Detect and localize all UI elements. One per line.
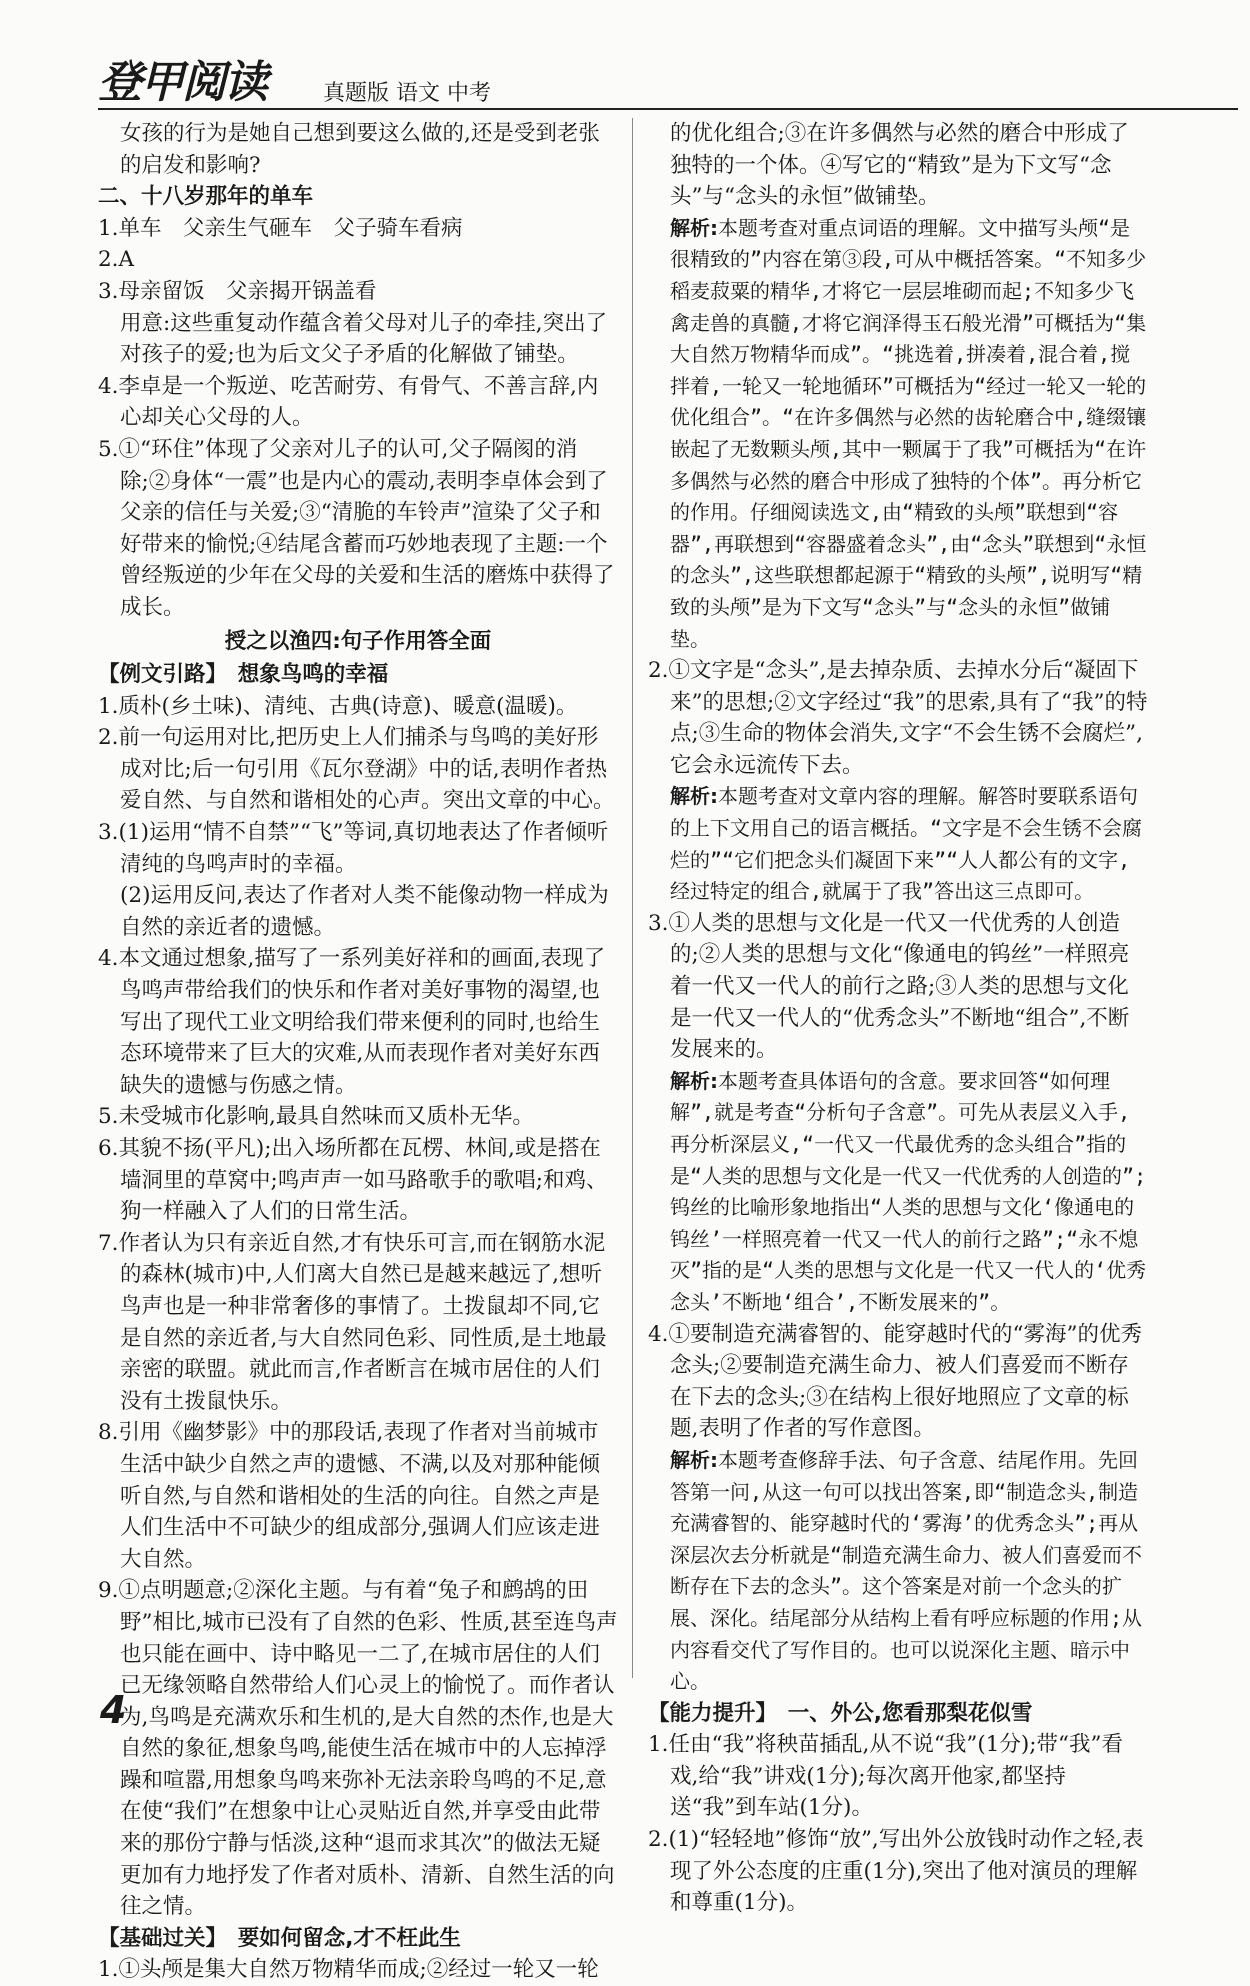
answer-item: 9.①点明题意;②深化主题。与有着“兔子和鹧鸪的田野”相比,城市已没有了自然的色彩、性质,甚至连鸟声也只能在画中、诗中略见一二了,在城市居住的人们已无缘领略自然带给人们心灵上的愉悦了。而作者认为,鸟鸣是充满欢乐和生机的,是大自然的杰作,也是大自然的象征,想象鸟鸣,能使生活在城市中的人忘掉浮躁和喧嚣,用想象鸟鸣来弥补无法亲聆鸟鸣的不足,意在使“我们”在想象中让心灵贴近自然,并享受由此带来的那份宁静与恬淡,这种“退而求其次”的做法无疑更加有力地抒发了作者对质朴、清新、自然生活的向往之情。 <box>98 1578 618 1920</box>
answer-item: 3.①人类的思想与文化是一代又一代优秀的人创造的;②人类的思想与文化“像通电的钨丝”一样照亮着一代又一代人的前行之路;③人类的思想与文化是一代又一代人的“优秀念头”不断地“组合”,不断发展来的。 <box>648 910 1130 1063</box>
section-title: 【例文引路】 想象鸟鸣的幸福 <box>98 662 389 688</box>
answer-item: 8.引用《幽梦影》中的那段话,表现了作者对当前城市生活中缺少自然之声的遗憾、不满,以及对那种能倾听自然,与自然和谐相处的生活的向往。自然之声是人们生活中不可缺少的组成部分,强调人们应该走进大自然。 <box>98 1420 600 1572</box>
paragraph: 女孩的行为是她自己想到要这么做的,还是受到老张的启发和影响? <box>120 121 600 178</box>
analysis-label: 解析: <box>670 1447 718 1472</box>
answer-item: 2.①文字是“念头”,是去掉杂质、去掉水分后“凝固下来”的思想;②文字经过“我”的思索,具有了“我”的特点;③生命的物体会消失,文字“不会生锈不会腐烂”,它会永远流传下去。 <box>648 658 1148 778</box>
analysis-label: 解析: <box>670 1068 718 1093</box>
answer-item: 1.①头颅是集大自然万物精华而成;②经过一轮又一轮 <box>98 1957 599 1983</box>
answer-detail: 的优化组合;③在许多偶然与必然的磨合中形成了独特的一个体。④写它的“精致”是为下文写“念头”与“念头的永恒”做铺垫。 <box>670 121 1129 210</box>
answer-item: 4.李卓是一个叛逆、吃苦耐劳、有骨气、不善言辞,内心却关心父母的人。 <box>98 373 599 431</box>
analysis <box>648 1066 1148 1319</box>
left-column <box>98 118 618 1986</box>
analysis-text: 本题考查对重点词语的理解。文中描写头颅“是很精致的”内容在第③段,可从中概括答案。“不知多少稻麦菽粟的精华,才将它一层层堆砌而起;不知多少飞禽走兽的真髓,才将它润泽得玉石般光滑”可概括为“集大自然万物精华而成”。“挑选着,拼凑着,混合着,搅拌着,一轮又一轮地循环”可概括为“经过一轮又一轮的优化组合”。“在许多偶然与必然的齿轮磨合中,缝缀镶嵌起了无数颗头颅,其中一颗属于了我”可概括为“在许多偶然与必然的磨合中形成了独特的个体”。再分析它的作用。仔细阅读选文,由“精致的头颅”联想到“容器”,再联想到“容器盛着念头”,由“念头”联想到“永恒的念头”,这些联想都起源于“精致的头颅”,说明写“精致的头颅”是为下文写“念头”与“念头的永恒”做铺垫。 <box>670 215 1147 651</box>
edition-tag: 真题版 语文 中考 <box>323 81 491 106</box>
analysis-label: 解析: <box>670 215 718 240</box>
answer-item: 1.质朴(乡土味)、清纯、古典(诗意)、暖意(温暖)。 <box>98 693 578 719</box>
book-logo: 登甲阅读 <box>98 57 266 108</box>
analysis-label: 解析: <box>670 784 718 809</box>
answer-item: 2.A <box>98 247 135 273</box>
analysis <box>648 1445 1148 1698</box>
analysis-text: 本题考查具体语句的含意。要求回答“如何理解”,就是考查“分析句子含意”。可先从表层义入手,再分析深层义,“一代又一代最优秀的念头组合”指的是“人类的思想与文化是一代又一代优秀的人创造的”;钨丝的比喻形象地指出“人类的思想与文化‘像通电的钨丝’一样照亮着一代又一代人的前行之路”;“永不熄灭”指的是“人类的思想与文化是一代又一代人的‘优秀念头’不断地‘组合’,不断发展来的”。 <box>670 1068 1147 1314</box>
answer-item: 3.(1)运用“情不自禁”“飞”等词,真切地表达了作者倾听清纯的鸟鸣声时的幸福。 <box>98 820 609 877</box>
page-number: 4 <box>100 1688 127 1732</box>
header-rule <box>98 108 1238 110</box>
answer-item: 3.母亲留饭 父亲揭开锅盖看 <box>98 278 377 304</box>
method-title: 授之以渔四:句子作用答全面 <box>224 628 492 654</box>
answer-item: 5.①“环住”体现了父亲对儿子的认可,父子隔阂的消除;②身体“一震”也是内心的震动,表明李卓体会到了父亲的信任与关爱;③“清脆的车铃声”渲染了父子和好带来的愉悦;④结尾含蓄而巧妙地表现了主题:一个曾经叛逆的少年在父母的关爱和生活的磨炼中获得了成长。 <box>98 436 615 620</box>
analysis-text: 本题考查修辞手法、句子含意、结尾作用。先回答第一问,从这一句可以找出答案,即“制造念头,制造充满睿智的、能穿越时代的‘雾海’的优秀念头”;再从深层次去分析就是“制造充满生命力、被人们喜爱而不断存在下去的念头”。这个答案是对前一个念头的扩展、深化。结尾部分从结构上看有呼应标题的作用;从内容看交代了写作目的。也可以说深化主题、暗示中心。 <box>670 1447 1143 1694</box>
analysis-text: 本题考查对文章内容的理解。解答时要联系语句的上下文用自己的语言概括。“文字是不会生锈不会腐烂的”“它们把念头们凝固下来”“人人都公有的文字,经过特定的组合,就属于了我”答出这三点即可。 <box>670 784 1143 904</box>
column-divider <box>632 118 633 1678</box>
answer-item: 6.其貌不扬(平凡);出入场所都在瓦楞、林间,或是搭在墙洞里的草窝中;鸣声声一如马路歌手的歌唱;和鸡、狗一样融入了人们的日常生活。 <box>98 1136 608 1225</box>
section-title: 二、十八岁那年的单车 <box>98 184 314 210</box>
answer-detail: (2)运用反问,表达了作者对人类不能像动物一样成为自然的亲近者的遗憾。 <box>120 883 609 940</box>
answer-item: 1.单车 父亲生气砸车 父子骑车看病 <box>98 215 463 241</box>
answer-item: 2.(1)“轻轻地”修饰“放”,写出外公放钱时动作之轻,表现了外公态度的庄重(1分),突出了他对演员的理解和尊重(1分)。 <box>648 1827 1144 1916</box>
answer-item: 4.①要制造充满睿智的、能穿越时代的“雾海”的优秀念头;②要制造充满生命力、被人们喜爱而不断存在下去的念头;③在结构上很好地照应了文章的标题,表明了作者的写作意图。 <box>648 1321 1142 1442</box>
answer-item: 2.前一句运用对比,把历史上人们捕杀与鸟鸣的美好形成对比;后一句引用《瓦尔登湖》中的话,表明作者热爱自然、与自然和谐相处的心声。突出文章的中心。 <box>98 725 615 814</box>
answer-item: 5.未受城市化影响,最具自然味而又质朴无华。 <box>98 1104 534 1130</box>
analysis <box>648 213 1148 655</box>
page-header <box>98 46 1238 108</box>
analysis <box>648 781 1148 907</box>
answer-item: 4.本文通过想象,描写了一系列美好祥和的画面,表现了鸟鸣声带给我们的快乐和作者对美好事物的渴望,也写出了现代工业文明给我们带来便利的同时,也给生态环境带来了巨大的灾难,从而表现作者对美好东西缺失的遗憾与伤感之情。 <box>98 946 606 1098</box>
answer-detail: 用意:这些重复动作蕴含着父母对儿子的牵挂,突出了对孩子的爱;也为后文父子矛盾的化解做了铺垫。 <box>120 310 608 368</box>
right-column <box>648 118 1148 1919</box>
answer-item: 1.任由“我”将秧苗插乱,从不说“我”(1分);带“我”看戏,给“我”讲戏(1分);每次离开他家,都坚持送“我”到车站(1分)。 <box>648 1732 1123 1821</box>
section-title: 【能力提升】 一、外公,您看那梨花似雪 <box>648 1700 1033 1726</box>
section-title: 【基础过关】 要如何留念,才不枉此生 <box>98 1925 461 1951</box>
answer-item: 7.作者认为只有亲近自然,才有快乐可言,而在钢筋水泥的森林(城市)中,人们离大自然已是越来越远了,想听鸟声也是一种非常奢侈的事情了。土拨鼠却不同,它是自然的亲近者,与大自然同色彩、同性质,是土地最亲密的联盟。就此而言,作者断言在城市居住的人们没有土拨鼠快乐。 <box>98 1230 607 1414</box>
